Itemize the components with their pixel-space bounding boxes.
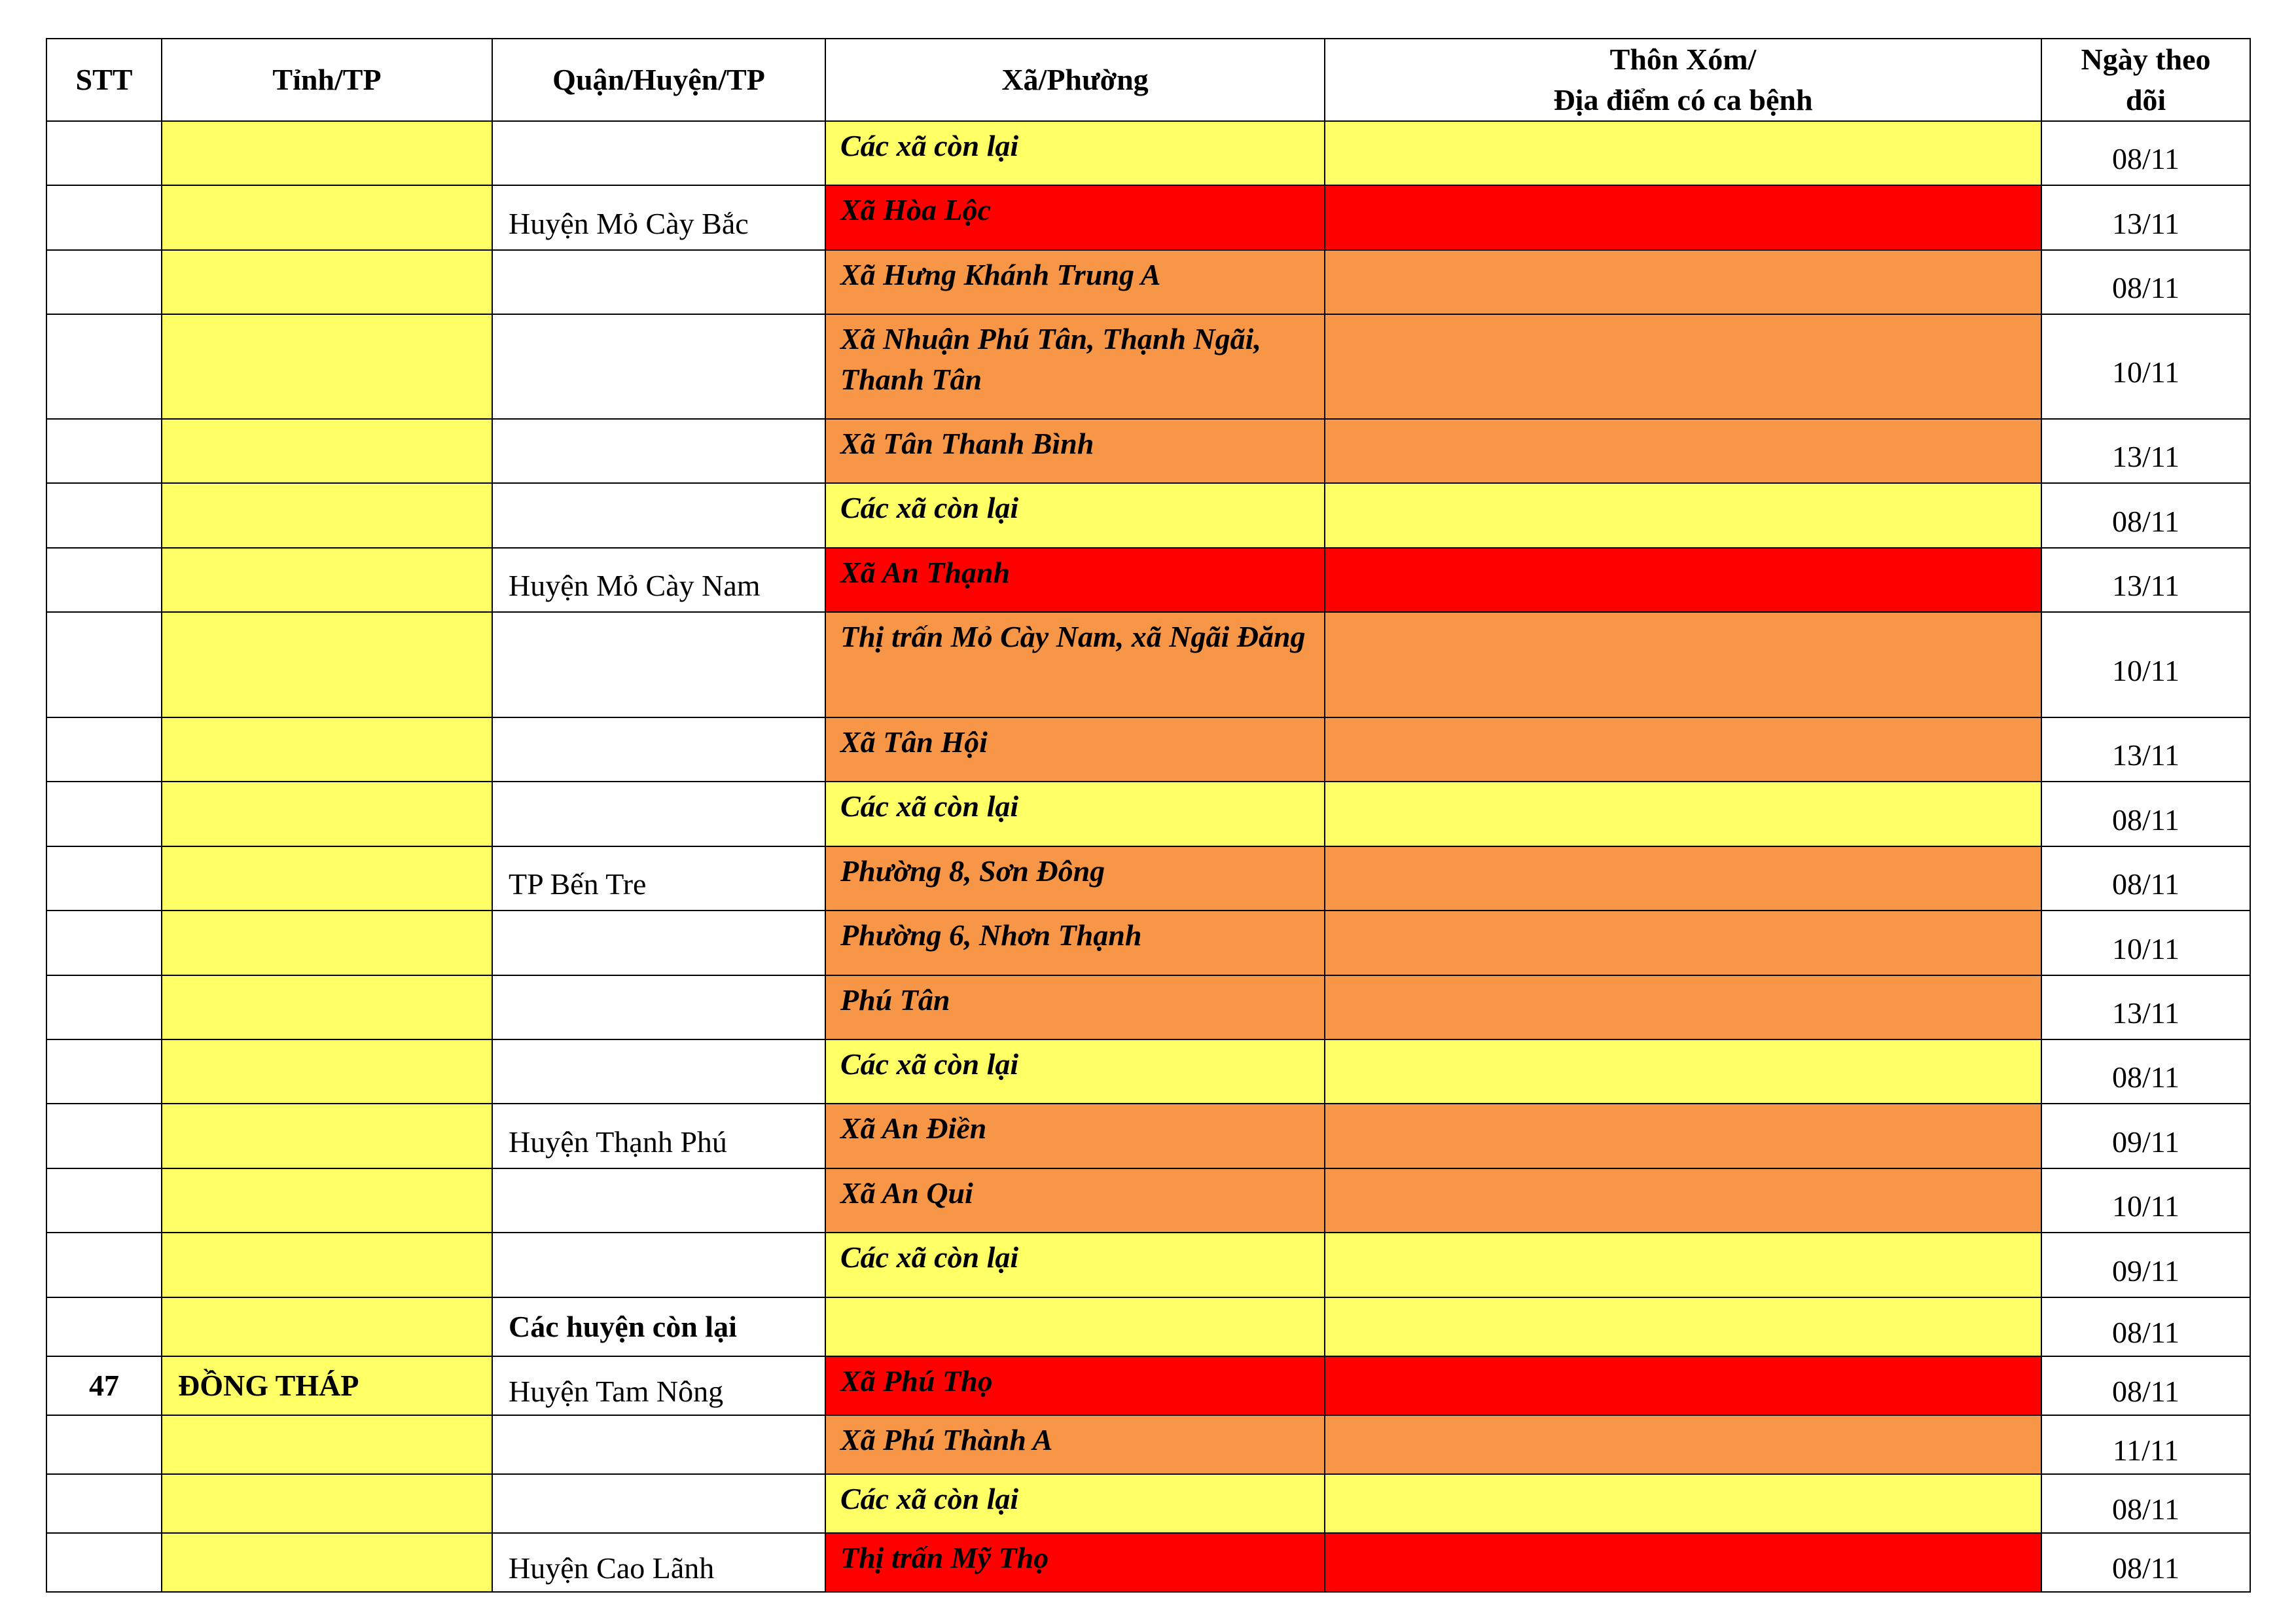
table-row: [46, 185, 2250, 250]
date-cell: 13/11: [2041, 548, 2250, 612]
province-cell: [162, 314, 492, 419]
ward-cell: Xã Hòa Lộc: [825, 185, 1325, 250]
hamlet-cell: [1325, 1356, 2041, 1415]
table-row: [46, 1233, 2250, 1297]
ward-cell: Phú Tân: [825, 975, 1325, 1039]
hamlet-cell: [1325, 612, 2041, 717]
table-row: [46, 419, 2250, 483]
district-cell: [492, 1233, 825, 1297]
district-cell: Huyện Mỏ Cày Bắc: [492, 185, 825, 250]
table-row: [46, 250, 2250, 314]
ward-cell: Thị trấn Mỏ Cày Nam, xã Ngãi Đăng: [825, 612, 1325, 717]
ward-cell: Các xã còn lại: [825, 121, 1325, 185]
hamlet-cell: [1325, 1533, 2041, 1592]
district-cell: Huyện Cao Lãnh: [492, 1533, 825, 1592]
table-row: [46, 1168, 2250, 1233]
ward-cell: Xã Phú Thành A: [825, 1415, 1325, 1474]
outbreak-table: [46, 38, 2251, 1593]
hamlet-cell: [1325, 1474, 2041, 1533]
province-cell: [162, 612, 492, 717]
table-row: [46, 121, 2250, 185]
hamlet-cell: [1325, 782, 2041, 846]
table-row: [46, 975, 2250, 1039]
hamlet-cell: [1325, 1297, 2041, 1356]
table-row: [46, 1297, 2250, 1356]
province-cell: [162, 1104, 492, 1168]
hamlet-cell: [1325, 846, 2041, 911]
ward-cell: Xã An Qui: [825, 1168, 1325, 1233]
hamlet-cell: [1325, 1168, 2041, 1233]
hamlet-cell: [1325, 717, 2041, 782]
ward-cell: Xã Tân Hội: [825, 717, 1325, 782]
date-cell: 13/11: [2041, 419, 2250, 483]
date-cell: 08/11: [2041, 250, 2250, 314]
table-row: [46, 314, 2250, 419]
hamlet-cell: [1325, 1039, 2041, 1104]
table-row: [46, 548, 2250, 612]
table-body: [46, 121, 2250, 1592]
ward-cell: Xã Phú Thọ: [825, 1356, 1325, 1415]
table-row: [46, 612, 2250, 717]
date-cell: 10/11: [2041, 612, 2250, 717]
stt-cell: [46, 1533, 162, 1592]
province-cell: [162, 1533, 492, 1592]
header-ward: Xã/Phường: [825, 39, 1325, 121]
stt-cell: [46, 846, 162, 911]
table-row: [46, 1104, 2250, 1168]
date-cell: 08/11: [2041, 846, 2250, 911]
stt-cell: [46, 1474, 162, 1533]
ward-cell: Xã Hưng Khánh Trung A: [825, 250, 1325, 314]
hamlet-cell: [1325, 250, 2041, 314]
date-cell: 09/11: [2041, 1233, 2250, 1297]
district-cell: [492, 314, 825, 419]
date-cell: 08/11: [2041, 121, 2250, 185]
stt-cell: [46, 612, 162, 717]
hamlet-cell: [1325, 548, 2041, 612]
province-cell: [162, 846, 492, 911]
province-cell: [162, 782, 492, 846]
stt-cell: [46, 1168, 162, 1233]
ward-cell: Các xã còn lại: [825, 782, 1325, 846]
district-cell: [492, 1039, 825, 1104]
province-cell: [162, 1474, 492, 1533]
date-cell: 08/11: [2041, 1474, 2250, 1533]
date-cell: 10/11: [2041, 911, 2250, 975]
table-row: [46, 483, 2250, 548]
province-cell: [162, 1233, 492, 1297]
stt-cell: [46, 185, 162, 250]
hamlet-cell: [1325, 911, 2041, 975]
stt-cell: [46, 121, 162, 185]
table-row: [46, 1039, 2250, 1104]
stt-cell: [46, 419, 162, 483]
header-stt: STT: [46, 39, 162, 121]
stt-cell: [46, 1415, 162, 1474]
ward-cell: Thị trấn Mỹ Thọ: [825, 1533, 1325, 1592]
province-cell: [162, 1415, 492, 1474]
table-row: [46, 717, 2250, 782]
ward-cell: Xã Nhuận Phú Tân, Thạnh Ngãi, Thanh Tân: [825, 314, 1325, 419]
ward-cell: Các xã còn lại: [825, 1039, 1325, 1104]
district-cell: Các huyện còn lại: [492, 1297, 825, 1356]
table-row: [46, 911, 2250, 975]
province-cell: ĐỒNG THÁP: [162, 1356, 492, 1415]
header-row: [46, 39, 2250, 121]
district-cell: [492, 1415, 825, 1474]
hamlet-cell: [1325, 1415, 2041, 1474]
stt-cell: [46, 250, 162, 314]
hamlet-cell: [1325, 121, 2041, 185]
stt-cell: [46, 1233, 162, 1297]
stt-cell: [46, 911, 162, 975]
province-cell: [162, 548, 492, 612]
district-cell: [492, 121, 825, 185]
date-cell: 08/11: [2041, 1356, 2250, 1415]
ward-cell: Xã An Thạnh: [825, 548, 1325, 612]
ward-cell: Các xã còn lại: [825, 1233, 1325, 1297]
stt-cell: [46, 548, 162, 612]
stt-cell: 47: [46, 1356, 162, 1415]
date-cell: 08/11: [2041, 782, 2250, 846]
stt-cell: [46, 1039, 162, 1104]
district-cell: [492, 975, 825, 1039]
date-cell: 10/11: [2041, 314, 2250, 419]
district-cell: [492, 782, 825, 846]
district-cell: [492, 1168, 825, 1233]
hamlet-cell: [1325, 975, 2041, 1039]
table-row: [46, 1533, 2250, 1592]
stt-cell: [46, 1297, 162, 1356]
header-hamlet: Thôn Xóm/ Địa điểm có ca bệnh: [1325, 39, 2041, 121]
table-row: [46, 1415, 2250, 1474]
hamlet-cell: [1325, 419, 2041, 483]
ward-cell: Phường 6, Nhơn Thạnh: [825, 911, 1325, 975]
table-row: [46, 846, 2250, 911]
district-cell: Huyện Mỏ Cày Nam: [492, 548, 825, 612]
hamlet-cell: [1325, 1104, 2041, 1168]
province-cell: [162, 975, 492, 1039]
table-header: [46, 39, 2250, 121]
date-cell: 11/11: [2041, 1415, 2250, 1474]
district-cell: Huyện Thạnh Phú: [492, 1104, 825, 1168]
district-cell: [492, 419, 825, 483]
stt-cell: [46, 717, 162, 782]
date-cell: 10/11: [2041, 1168, 2250, 1233]
header-date: Ngày theo dõi: [2041, 39, 2250, 121]
district-cell: TP Bến Tre: [492, 846, 825, 911]
ward-cell: Xã Tân Thanh Bình: [825, 419, 1325, 483]
province-cell: [162, 121, 492, 185]
province-cell: [162, 717, 492, 782]
hamlet-cell: [1325, 314, 2041, 419]
province-cell: [162, 250, 492, 314]
province-cell: [162, 1168, 492, 1233]
date-cell: 09/11: [2041, 1104, 2250, 1168]
date-cell: 13/11: [2041, 185, 2250, 250]
province-cell: [162, 911, 492, 975]
stt-cell: [46, 975, 162, 1039]
table-row: [46, 782, 2250, 846]
header-district: Quận/Huyện/TP: [492, 39, 825, 121]
ward-cell: [825, 1297, 1325, 1356]
ward-cell: Xã An Điền: [825, 1104, 1325, 1168]
date-cell: 08/11: [2041, 1533, 2250, 1592]
province-cell: [162, 185, 492, 250]
province-cell: [162, 1297, 492, 1356]
district-cell: [492, 911, 825, 975]
date-cell: 13/11: [2041, 717, 2250, 782]
district-cell: Huyện Tam Nông: [492, 1356, 825, 1415]
table-row: [46, 1356, 2250, 1415]
ward-cell: Phường 8, Sơn Đông: [825, 846, 1325, 911]
province-cell: [162, 1039, 492, 1104]
stt-cell: [46, 314, 162, 419]
date-cell: 08/11: [2041, 483, 2250, 548]
district-cell: [492, 612, 825, 717]
stt-cell: [46, 1104, 162, 1168]
table-row: [46, 1474, 2250, 1533]
date-cell: 13/11: [2041, 975, 2250, 1039]
district-cell: [492, 250, 825, 314]
district-cell: [492, 717, 825, 782]
district-cell: [492, 483, 825, 548]
ward-cell: Các xã còn lại: [825, 483, 1325, 548]
hamlet-cell: [1325, 185, 2041, 250]
date-cell: 08/11: [2041, 1297, 2250, 1356]
ward-cell: Các xã còn lại: [825, 1474, 1325, 1533]
date-cell: 08/11: [2041, 1039, 2250, 1104]
hamlet-cell: [1325, 483, 2041, 548]
province-cell: [162, 483, 492, 548]
stt-cell: [46, 782, 162, 846]
header-province: Tỉnh/TP: [162, 39, 492, 121]
district-cell: [492, 1474, 825, 1533]
hamlet-cell: [1325, 1233, 2041, 1297]
province-cell: [162, 419, 492, 483]
stt-cell: [46, 483, 162, 548]
